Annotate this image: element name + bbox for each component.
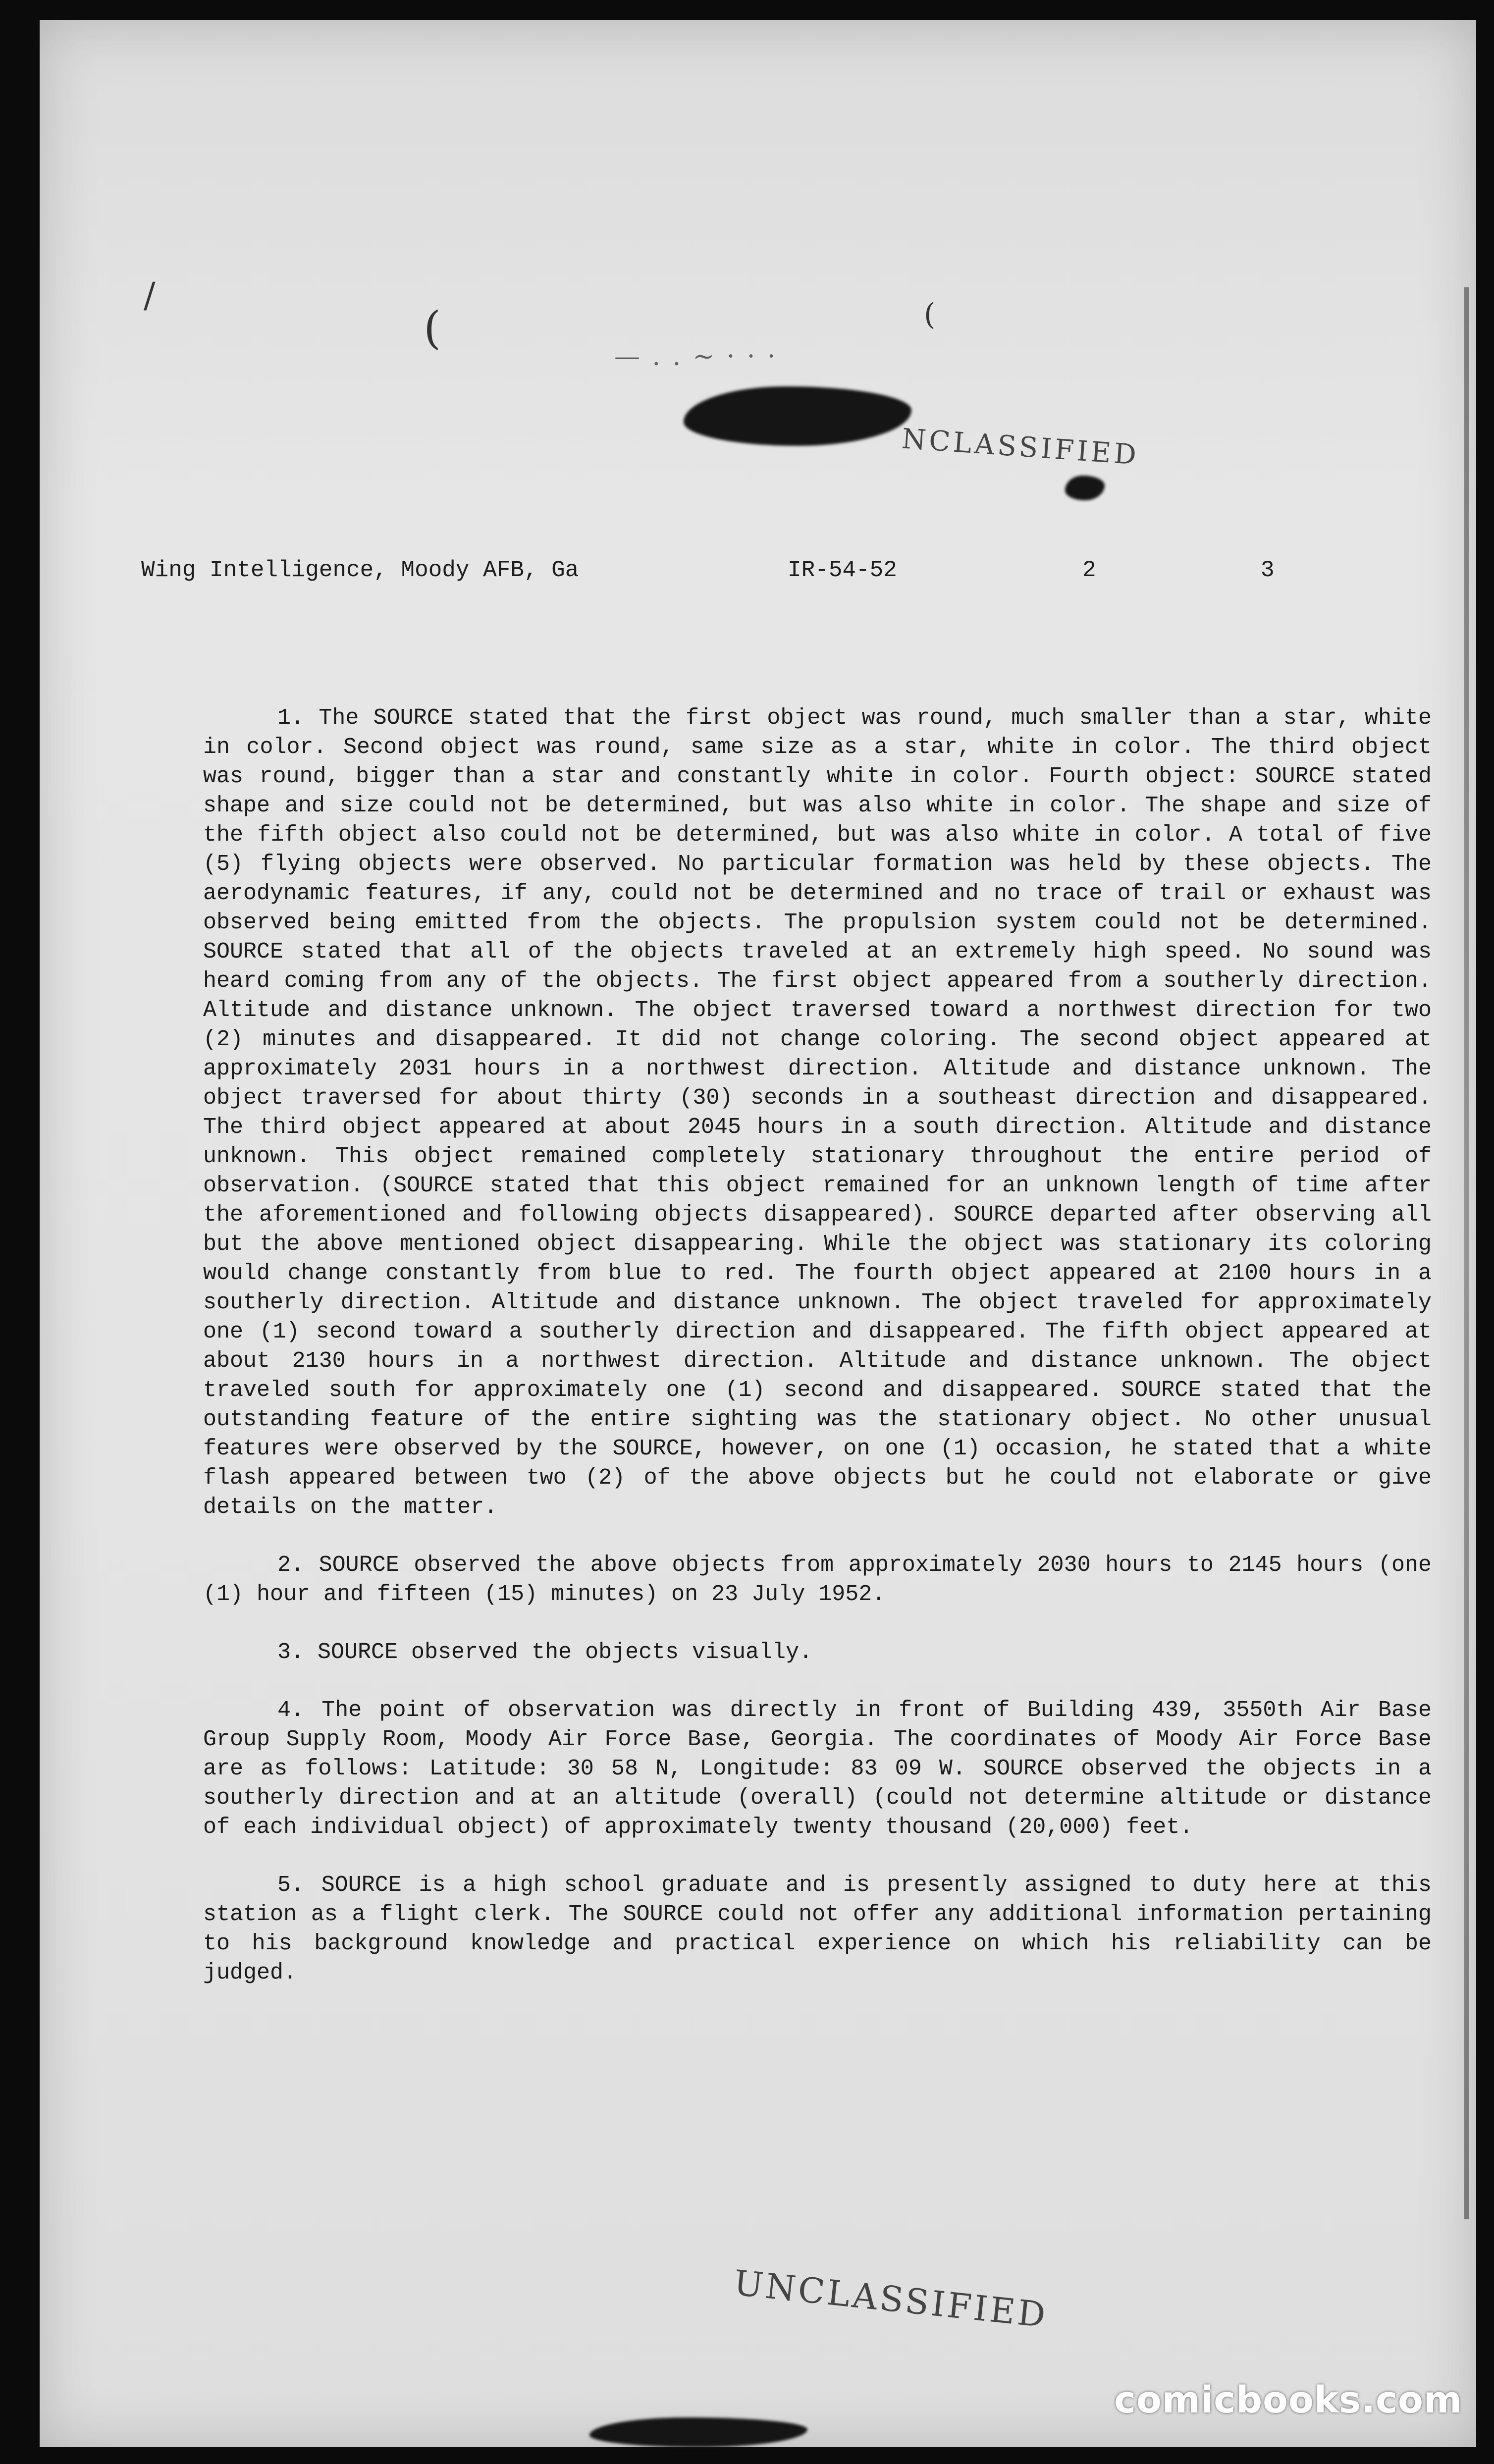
stray-mark: / — [144, 275, 156, 316]
redaction-blot — [684, 386, 911, 446]
page-edge-shadow — [1464, 287, 1469, 2219]
garbled-header-text: — . . ~ · · · — [614, 342, 778, 372]
paragraph-5: 5. SOURCE is a high school graduate and is presently assigned to duty here at this station as a flight clerk. The SOURCE could not offer any additional information pertaining to his background knowledge and practical experience on which his reliability can be judged. — [203, 1873, 1432, 1985]
redaction-blot-small — [1065, 476, 1105, 500]
classification-stamp-bottom: UNCLASSIFIED — [732, 2262, 1050, 2336]
classification-stamp-top: NCLASSIFIED — [901, 423, 1140, 472]
watermark-text: comicbooks.com — [1114, 2379, 1462, 2421]
paren-mark-right: ( — [924, 297, 936, 332]
header-page-number: 2 — [1082, 557, 1096, 583]
paragraph-1: 1. The SOURCE stated that the first object was round, much smaller than a star, white in color. Second object was round, same size as a star, white in color. The third object was round, bigger than a star and constantly white in color. Fourth object: SOURCE stated shape and size could not be determined, but was also white in color. The shape and size of the fifth object also could not be determined, but was also white in color. A total of five (5) flying objects were observed. No particular formation was held by these objects. The aerodynamic features, if any, could not be determined and no trace of trail or exhaust was observed being emitted from the objects. The propulsion system could not be determined. SOURCE stated that all of the objects traveled at an extremely high speed. No sound was heard coming from any of the objects. The first object appeared from a southerly direction. Altitude and distance unknown. The object traversed toward a northwest direction for two (2) minutes and disappeared. It did not change coloring. The second object appeared at approximately 2031 hours in a northwest direction. Altitude and distance unknown. The object traversed for about thirty (30) seconds in a southeast direction and disappeared. The third object appeared at about 2045 hours in a south direction. Altitude and distance unknown. This object remained completely stationary throughout the entire period of observation. (SOURCE stated that this object remained for an unknown length of time after the aforementioned and following objects disappeared). SOURCE departed after observing all but the above mentioned object disappearing. While the object was stationary its coloring would change constantly from blue to red. The fourth object appeared at 2100 hours in a southerly direction. Altitude and distance unknown. The object traveled for approximately one (1) second toward a southerly direction and disappeared. The fifth object appeared at about 2130 hours in a northwest direction. Altitude and distance unknown. The object traveled south for approximately one (1) second and disappeared. SOURCE stated that the outstanding feature of the entire sighting was the stationary object. No other unusual features were observed by the SOURCE, however, on one (1) occasion, he stated that a white flash appeared between two (2) of the above objects but he could not elaborate or give details on the matter. — [203, 705, 1432, 1520]
header-office: Wing Intelligence, Moody AFB, Ga — [141, 557, 579, 583]
paren-mark-left: ( — [424, 302, 441, 354]
report-body — [203, 703, 1432, 1987]
paragraph-2: 2. SOURCE observed the above objects from approximately 2030 hours to 2145 hours (one (1) hour and fifteen (15) minutes) on 23 July 1952. — [203, 1553, 1432, 1607]
document-header — [141, 557, 1429, 592]
bottom-smudge — [589, 2417, 807, 2447]
document-page — [40, 20, 1476, 2447]
paragraph-3: 3. SOURCE observed the objects visually. — [277, 1640, 813, 1665]
header-total-pages: 3 — [1261, 557, 1275, 583]
paragraph-4: 4. The point of observation was directly in front of Building 439, 3550th Air Base Group Supply Room, Moody Air Force Base, Georgia. The coordinates of Moody Air Force Base are as follows: Latitude: 30 58 N, Longitude: 83 09 W. SOURCE observed the objects in a southerly direction and at an altitude (overall) (could not determine altitude or distance of each individual object) of approximately twenty thousand (20,000) feet. — [203, 1698, 1432, 1840]
header-report-number: IR-54-52 — [788, 557, 897, 583]
